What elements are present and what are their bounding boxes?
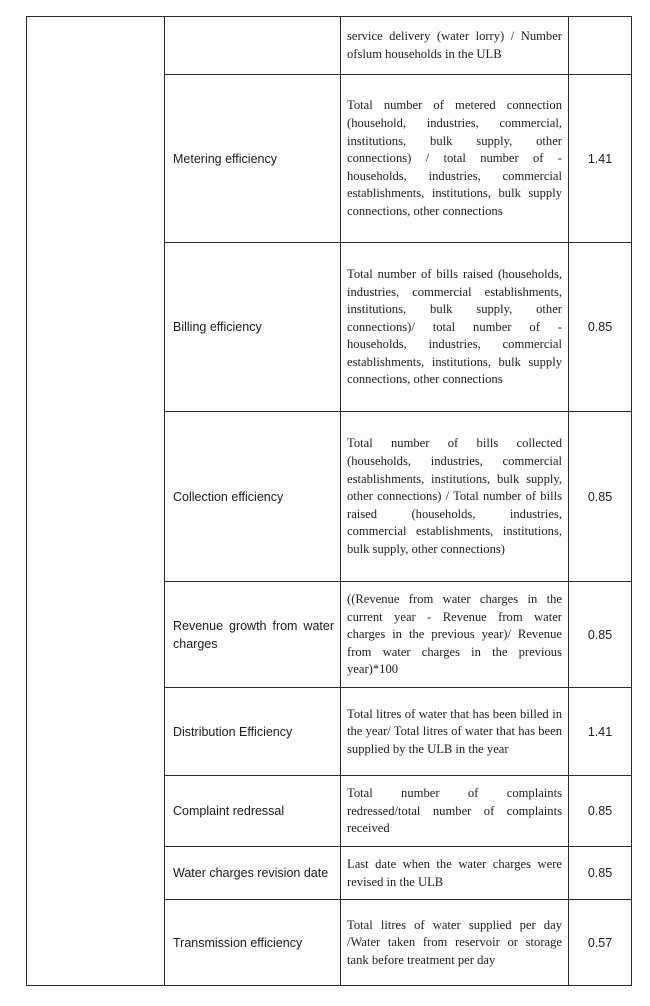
formula-cell: Total number of complaints redressed/total number of complaints received [341, 776, 569, 847]
value-cell: 0.85 [569, 412, 632, 582]
formula-cell: Total number of bills raised (households, industries, commercial establishments, institutions, bulk supply, other connections)/ total number of - households, industries, commercial establishments, institutions, bulk supply connections, other connections [341, 243, 569, 412]
formula-cell: Total litres of water supplied per day /Water taken from reservoir or storage tank before treatment per day [341, 900, 569, 986]
value-cell: 0.57 [569, 900, 632, 986]
value-cell-empty [569, 17, 632, 75]
indicator-cell: Complaint redressal [165, 776, 341, 847]
value-cell: 0.85 [569, 582, 632, 688]
indicator-table [26, 16, 632, 986]
formula-cell: ((Revenue from water charges in the current year - Revenue from water charges in the previous year)/ Revenue from water charges in the previous year)*100 [341, 582, 569, 688]
value-cell: 0.85 [569, 847, 632, 900]
formula-cell: Total number of bills collected (households, industries, commercial establishments, institutions, bulk supply, other connections) / Total number of bills raised (households, industries, commercial establishments, institutions, bulk supply, other connections) [341, 412, 569, 582]
table-row-continuation [27, 17, 632, 75]
value-cell: 0.85 [569, 776, 632, 847]
indicator-cell: Metering efficiency [165, 75, 341, 243]
indicator-cell: Water charges revision date [165, 847, 341, 900]
formula-cell: Total number of metered connection (household, industries, commercial, institutions, bulk supply, other connections) / total number of - households, industries, commercial establishments, institutions, bulk supply connections, other connections [341, 75, 569, 243]
indicator-cell: Transmission efficiency [165, 900, 341, 986]
indicator-cell: Distribution Efficiency [165, 688, 341, 776]
indicator-cell: Billing efficiency [165, 243, 341, 412]
blank-column-cell [27, 17, 165, 986]
value-cell: 1.41 [569, 75, 632, 243]
value-cell: 0.85 [569, 243, 632, 412]
indicator-cell-empty [165, 17, 341, 75]
value-cell: 1.41 [569, 688, 632, 776]
formula-cell: Total litres of water that has been billed in the year/ Total litres of water that has been supplied by the ULB in the year [341, 688, 569, 776]
indicator-cell: Collection efficiency [165, 412, 341, 582]
formula-cell: service delivery (water lorry) / Number ofslum households in the ULB [341, 17, 569, 75]
indicator-cell: Revenue growth from water charges [165, 582, 341, 688]
formula-cell: Last date when the water charges were revised in the ULB [341, 847, 569, 900]
